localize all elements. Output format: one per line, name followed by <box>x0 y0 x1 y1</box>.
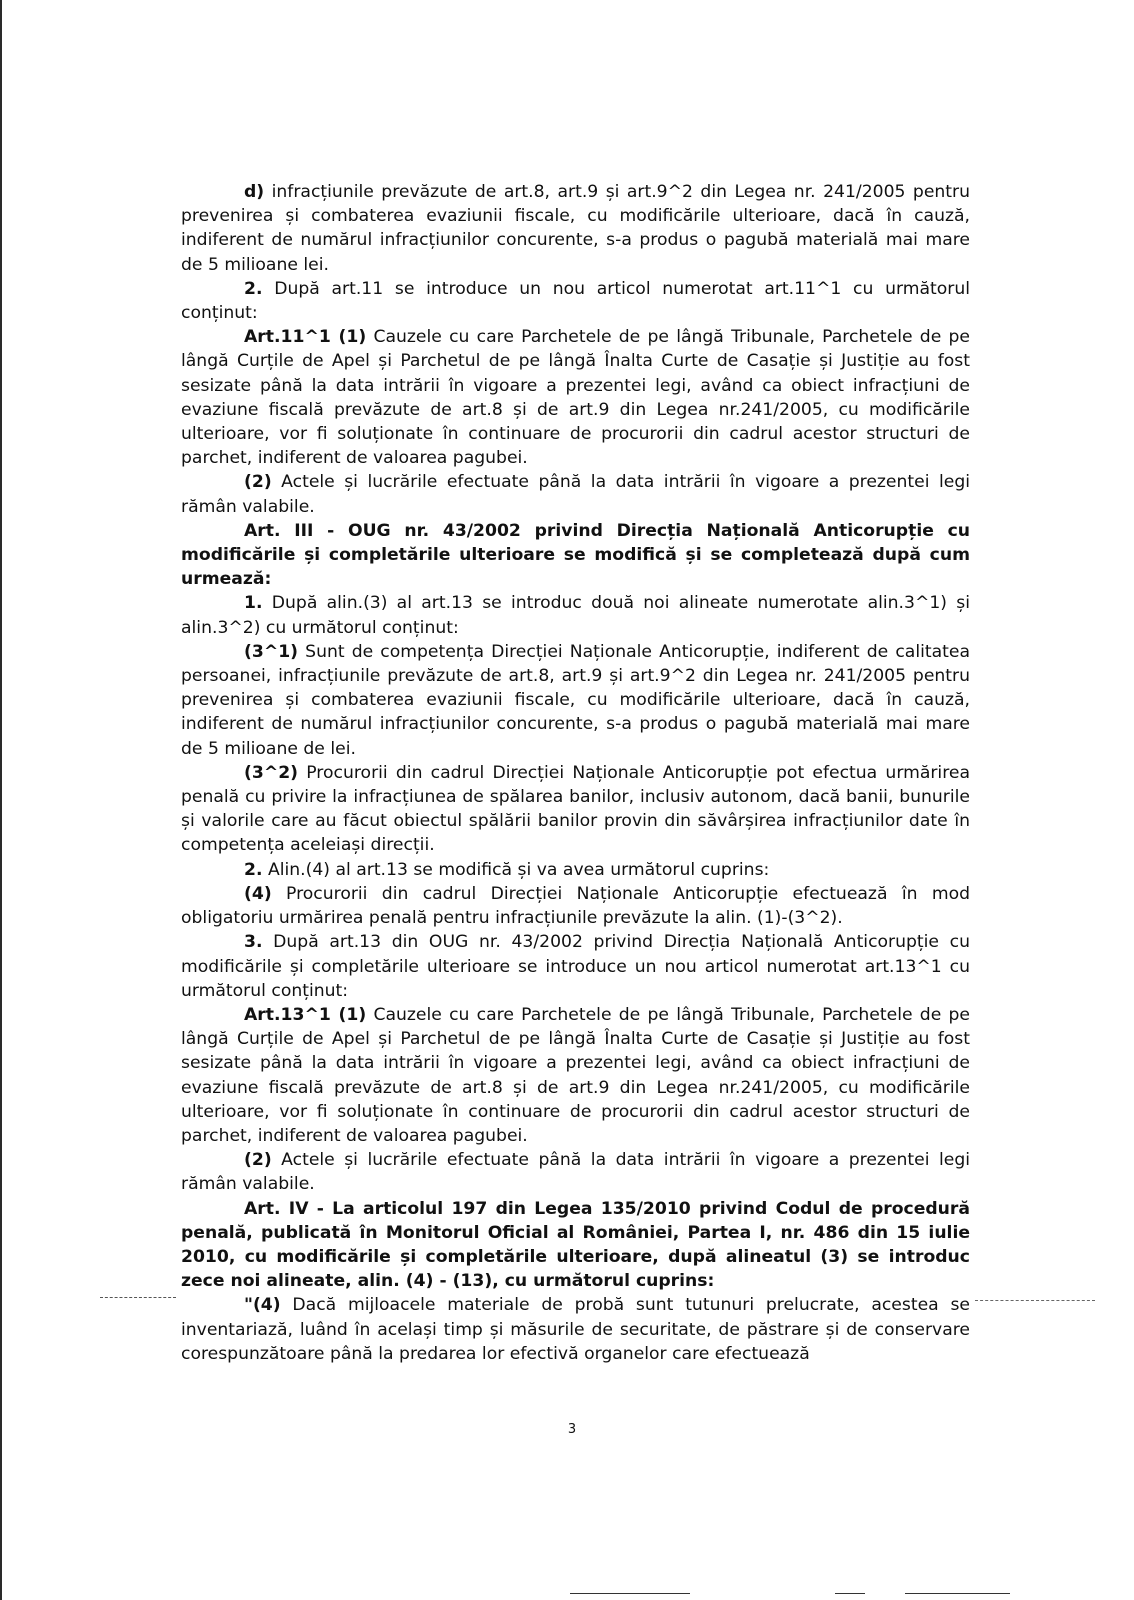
paragraph-text: După alin.(3) al art.13 se introduc două noi alineate numerotate alin.3^1) și alin.3^2) cu următorul conținut: <box>181 593 971 638</box>
paragraph-art-iii-point-2 <box>181 858 970 882</box>
paragraph-point-2 <box>181 277 970 325</box>
paragraph-art-13-1 <box>181 1003 970 1148</box>
scan-edge <box>0 0 2 1600</box>
item-label: 2. <box>244 859 263 880</box>
article-heading: Art. IV - La articolul 197 din Legea 135/2010 privind Codul de procedură penală, publicată în Monitorul Oficial al României, Partea I, nr. 486 din 15 iulie 2010, cu modificările și completările ulterioare, după alineatul (3) se introduc zece noi alineate, alin. (4) - (13), cu următorul cuprins: <box>181 1198 970 1292</box>
paragraph-text: Cauzele cu care Parchetele de pe lângă Tribunale, Parchetele de pe lângă Curțile de Apel și Parchetul de pe lângă Înalta Curte de Casație și Justiție au fost sesizate până la data intrării în vigoare a prezentei legi, având ca obiect infracțiuni de evaziune fiscală prevăzute de art.8 și de art.9 din Legea nr.241/2005, cu modificările ulterioare, vor fi soluționate în continuare de procurorii din cadrul acestor structuri de parchet, indiferent de valoarea pagubei. <box>181 1004 970 1146</box>
paragraph-text: infracțiunile prevăzute de art.8, art.9 și art.9^2 din Legea nr. 241/2005 pentru prevenirea și combaterea evaziunii fiscale, cu modificările ulterioare, dacă în cauză, indiferent de numărul infracțiunilor concurente, s-a produs o pagubă materială mai mare de 5 milioane lei. <box>181 182 970 275</box>
paragraph-art-iii-point-3 <box>181 930 970 1003</box>
paragraph-alin-3-2 <box>181 761 970 858</box>
paragraph-d <box>181 180 970 277</box>
paragraph-alin-4 <box>181 882 970 930</box>
paragraph-text: Sunt de competența Direcției Naționale Anticorupție, indiferent de calitatea persoanei, infracțiunile prevăzute de art.8, art.9 și art.9^2 din Legea nr. 241/2005 pentru prevenirea și combaterea evaziunii fiscale, cu modificările ulterioare, dacă în cauză, indiferent de numărul infracțiunilor concurente, s-a produs o pagubă materială mai mare de 5 milioane de lei. <box>181 641 971 759</box>
item-label: (3^2) <box>244 762 299 783</box>
paragraph-text: După art.13 din OUG nr. 43/2002 privind Direcția Națională Anticorupție cu modificările și completările ulterioare se introduce un nou articol numerotat art.13^1 cu următorul conținut: <box>181 932 971 1001</box>
paragraph-text: Dacă mijloacele materiale de probă sunt tutunuri prelucrate, acestea se inventariază, luând în același timp și măsurile de securitate, de păstrare și de conservare corespunzătoare până la predarea lor efectivă organelor care efectuează <box>181 1295 970 1364</box>
article-label: Art.13^1 (1) <box>244 1004 367 1025</box>
paragraph-quote-alin-4 <box>181 1293 970 1366</box>
item-label: (2) <box>244 1150 272 1171</box>
paragraph-text: Cauzele cu care Parchetele de pe lângă Tribunale, Parchetele de pe lângă Curțile de Apel și Parchetul de pe lângă Înalta Curte de Casație și Justiție au fost sesizate până la data intrării în vigoare a prezentei legi, având ca obiect infracțiuni de evaziune fiscală prevăzute de art.8 și de art.9 din Legea nr.241/2005, cu modificările ulterioare, vor fi soluționate în continuare de procurorii din cadrul acestor structuri de parchet, indiferent de valoarea pagubei. <box>181 327 970 469</box>
paragraph-alin-2 <box>181 470 970 518</box>
paragraph-text: Actele și lucrările efectuate până la data intrării în vigoare a prezentei legi rămân valabile. <box>181 472 971 517</box>
paragraph-text: Procurorii din cadrul Direcției Naționale Anticorupție efectuează în mod obligatoriu urmărirea penală pentru infracțiunile prevăzute la alin. (1)-(3^2). <box>181 883 970 929</box>
scan-artifact-line <box>905 1593 1010 1594</box>
item-label: (4) <box>244 883 272 904</box>
paragraph-text: Procurorii din cadrul Direcției Naționale Anticorupție pot efectua urmărirea penală cu privire la infracțiunea de spălarea banilor, inclusiv autonom, dacă banii, bunurile și valorile care au făcut obiectul spălării banilor provin din săvârșirea infracțiunilor date în competența aceleiași direcții. <box>181 762 970 856</box>
article-label: Art.11^1 (1) <box>244 327 367 348</box>
item-label: 2. <box>244 278 263 299</box>
paragraph-text: După art.11 se introduce un nou articol numerotat art.11^1 cu următorul conținut: <box>181 278 970 324</box>
paragraph-alin-2-second <box>181 1148 970 1196</box>
paragraph-art-11-1 <box>181 325 970 470</box>
scan-artifact-line <box>975 1300 1095 1301</box>
item-label: d) <box>244 182 265 202</box>
item-label: "(4) <box>244 1295 281 1316</box>
item-label: 1. <box>244 593 263 614</box>
paragraph-text: Actele și lucrările efectuate până la data intrării în vigoare a prezentei legi rămân valabile. <box>181 1150 971 1195</box>
paragraph-art-iii-point-1 <box>181 591 970 639</box>
item-label: 3. <box>244 932 263 953</box>
scan-artifact-line <box>100 1297 176 1298</box>
document-body <box>181 180 970 1366</box>
article-heading: Art. III - OUG nr. 43/2002 privind Direcția Națională Anticorupție cu modificările și completările ulterioare se modifică și se completează după cum urmează: <box>181 520 970 590</box>
item-label: (2) <box>244 472 272 493</box>
page-number: 3 <box>567 1422 577 1437</box>
scan-artifact-line <box>835 1593 865 1594</box>
item-label: (3^1) <box>244 641 299 662</box>
paragraph-text: Alin.(4) al art.13 se modifică și va avea următorul cuprins: <box>267 859 770 880</box>
paragraph-art-iii <box>181 519 970 592</box>
paragraph-art-iv <box>181 1197 970 1294</box>
paragraph-alin-3-1 <box>181 640 970 761</box>
scan-artifact-line <box>570 1593 690 1594</box>
